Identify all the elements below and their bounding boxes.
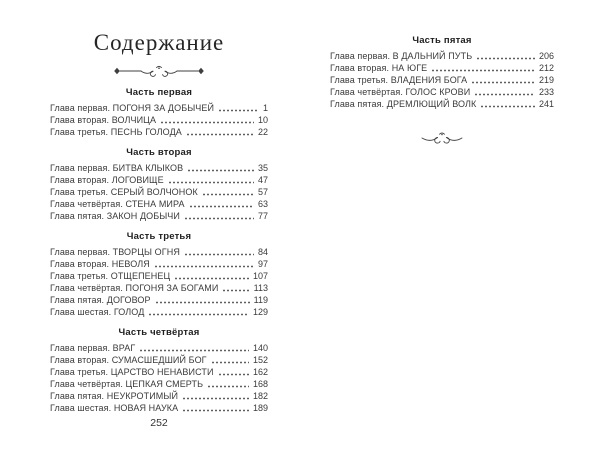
toc-entry-page: 119 [253, 295, 268, 305]
toc-entry-label: Глава первая. В ДАЛЬНИЙ ПУТЬ [330, 51, 473, 61]
toc-entry-label: Глава первая. ПОГОНЯ ЗА ДОБЫЧЕЙ [50, 103, 215, 113]
dot-leader [186, 133, 254, 136]
toc-entry-page: 140 [252, 343, 268, 353]
dot-leader [218, 109, 259, 112]
dot-leader [207, 385, 249, 388]
toc-entry-label: Глава третья. ОТЩЕПЕНЕЦ [50, 271, 171, 281]
toc-entry [50, 270, 268, 282]
part-heading: Часть четвёртая [118, 327, 200, 338]
toc-entry [50, 102, 268, 114]
toc-entry-page: 189 [252, 403, 268, 413]
toc-entry [50, 162, 268, 174]
toc-entry-label: Глава вторая. НЕВОЛЯ [50, 259, 150, 269]
dot-leader [480, 105, 535, 108]
dot-leader [189, 205, 254, 208]
toc-entry [50, 258, 268, 270]
toc-entry [50, 282, 268, 294]
toc-entry-label: Глава четвёртая. СТЕНА МИРА [50, 199, 185, 209]
toc-entry-label: Глава третья. СЕРЫЙ ВОЛЧОНОК [50, 187, 198, 197]
part-heading: Часть пятая [412, 35, 472, 46]
toc-entry [330, 50, 554, 62]
toc-entry-label: Глава шестая. НОВАЯ НАУКА [50, 403, 179, 413]
toc-entry [50, 342, 268, 354]
toc-entry [50, 210, 268, 222]
toc-entry-page: 10 [257, 115, 268, 125]
dot-leader [154, 265, 254, 268]
dot-leader [187, 169, 254, 172]
toc-entry-page: 57 [257, 187, 268, 197]
toc-entry-label: Глава первая. ВРАГ [50, 343, 136, 353]
dot-leader [471, 81, 535, 84]
dot-leader [431, 69, 535, 72]
toc-entry-label: Глава третья. ПЕСНЬ ГОЛОДА [50, 127, 182, 137]
toc-entry [330, 74, 554, 86]
toc-entry-page: 63 [257, 199, 268, 209]
dot-leader [182, 397, 249, 400]
toc-entry [50, 378, 268, 390]
dot-leader [474, 93, 535, 96]
toc-entry-label: Глава третья. ЦАРСТВО НЕНАВИСТИ [50, 367, 214, 377]
toc-entry-page: 241 [538, 99, 554, 109]
toc-entry-page: 206 [538, 51, 554, 61]
toc-entry-label: Глава вторая. ЛОГОВИЩЕ [50, 175, 164, 185]
dot-leader [184, 217, 254, 220]
part-heading: Часть третья [126, 231, 192, 242]
toc-entry-label: Глава пятая. НЕУКРОТИМЫЙ [50, 391, 179, 401]
toc-entry-page: 1 [262, 103, 268, 113]
toc-entry-page: 162 [252, 367, 268, 377]
toc-entry [50, 246, 268, 258]
toc-entry-label: Глава пятая. ЗАКОН ДОБЫЧИ [50, 211, 180, 221]
toc-entry [50, 174, 268, 186]
toc-entry-label: Глава первая. ТВОРЦЫ ОГНЯ [50, 247, 180, 257]
toc-entry [50, 198, 268, 210]
toc-entry-label: Глава вторая. НА ЮГЕ [330, 63, 428, 73]
toc-entry-page: 84 [257, 247, 268, 257]
toc-entry [50, 306, 268, 318]
toc-entry-page: 219 [538, 75, 554, 85]
right-page [330, 36, 554, 144]
dot-leader [174, 277, 249, 280]
toc-entry-label: Глава первая. БИТВА КЛЫКОВ [50, 163, 184, 173]
toc-entry [50, 402, 268, 414]
toc-entry-page: 129 [252, 307, 268, 317]
dot-leader [222, 289, 249, 292]
toc-entry [330, 86, 554, 98]
folio-page-number: 252 [150, 417, 168, 429]
dot-leader [476, 57, 535, 60]
toc-entry-label: Глава вторая. СУМАСШЕДШИЙ БОГ [50, 355, 207, 365]
left-page [50, 30, 268, 414]
toc-entry-label: Глава четвёртая. ПОГОНЯ ЗА БОГАМИ [50, 283, 219, 293]
toc-entry [330, 98, 554, 110]
toc-entry [50, 294, 268, 306]
flourish-divider-icon [111, 62, 207, 78]
dot-leader [168, 181, 254, 184]
toc-entry-page: 152 [252, 355, 268, 365]
dot-leader [160, 121, 254, 124]
dot-leader [155, 301, 250, 304]
dot-leader [218, 373, 249, 376]
page-title: Содержание [93, 30, 225, 55]
flourish-ornament-icon [420, 130, 464, 144]
toc-entry-label: Глава третья. ВЛАДЕНИЯ БОГА [330, 75, 468, 85]
toc-entry [330, 62, 554, 74]
toc-entry-page: 113 [253, 283, 268, 293]
toc-entry-label: Глава пятая. ДРЕМЛЮЩИЙ ВОЛК [330, 99, 477, 109]
dot-leader [148, 313, 249, 316]
dot-leader [211, 361, 249, 364]
part-heading: Часть вторая [126, 147, 192, 158]
toc-entry-page: 22 [257, 127, 268, 137]
dot-leader [202, 193, 254, 196]
toc-entry [50, 126, 268, 138]
part-heading: Часть первая [125, 87, 193, 98]
toc-entry-label: Глава вторая. ВОЛЧИЦА [50, 115, 157, 125]
toc-entry [50, 390, 268, 402]
toc-entry-page: 77 [257, 211, 268, 221]
toc-entry-label: Глава шестая. ГОЛОД [50, 307, 145, 317]
toc-entry [50, 114, 268, 126]
toc-entry-page: 35 [257, 163, 268, 173]
dot-leader [139, 349, 249, 352]
dot-leader [182, 409, 249, 412]
toc-entry-page: 182 [252, 391, 268, 401]
dot-leader [184, 253, 254, 256]
toc-entry-label: Глава пятая. ДОГОВОР [50, 295, 151, 305]
toc-entry [50, 366, 268, 378]
toc-entry-page: 107 [252, 271, 268, 281]
toc-entry-label: Глава четвёртая. ЦЕПКАЯ СМЕРТЬ [50, 379, 204, 389]
toc-entry-label: Глава четвёртая. ГОЛОС КРОВИ [330, 87, 471, 97]
toc-entry-page: 97 [257, 259, 268, 269]
toc-entry [50, 186, 268, 198]
toc-entry-page: 47 [257, 175, 268, 185]
toc-entry [50, 354, 268, 366]
toc-entry-page: 233 [538, 87, 554, 97]
toc-entry-page: 168 [252, 379, 268, 389]
toc-entry-page: 212 [538, 63, 554, 73]
